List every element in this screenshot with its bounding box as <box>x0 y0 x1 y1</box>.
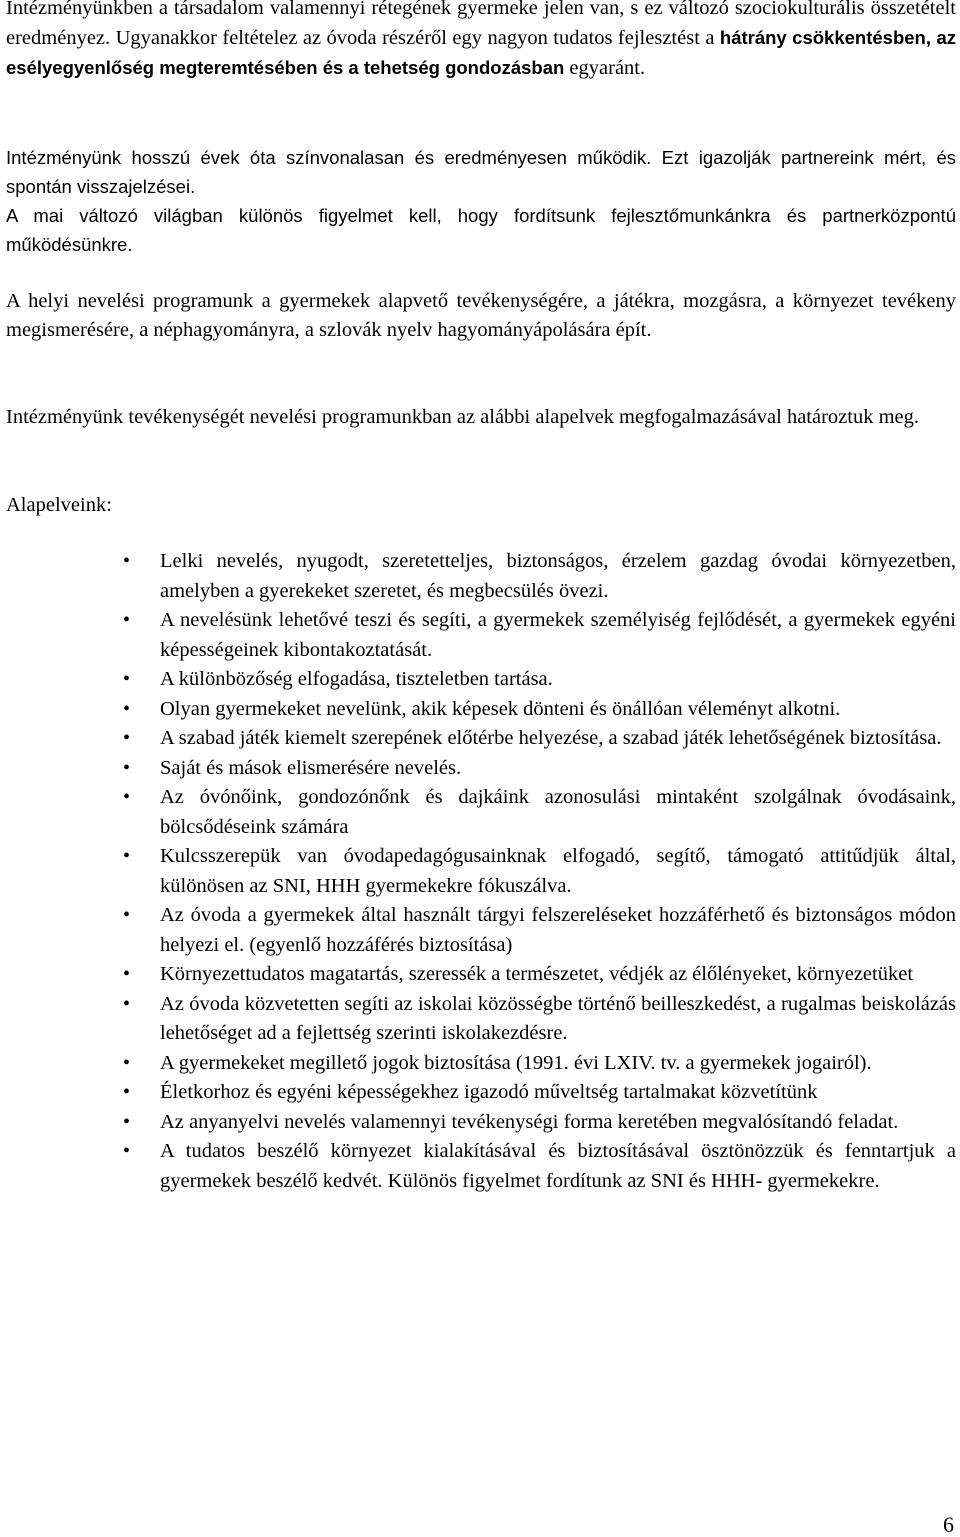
list-item: • Olyan gyermekeket nevelünk, akik képesek dönteni és önállóan véleményt alkotni. <box>6 695 956 725</box>
list-item: • A nevelésünk lehetővé teszi és segíti, a gyermekek személyiség fejlődését, a gyermekek egyéni képességeinek kibontakoztatását. <box>6 606 956 665</box>
partner-focus-paragraph: A mai változó világban különös figyelmet kell, hogy fordítsunk fejlesztőmunkánkra és partnerközpontú működésünkre. <box>6 205 956 255</box>
page-number: 6 <box>943 1512 954 1537</box>
list-item: • Kulcsszerepük van óvodapedagógusainknak elfogadó, segítő, támogató attitűdjük által, különösen az SNI, HHH gyermekekre fókuszálva. <box>6 842 956 901</box>
list-item: • Környezettudatos magatartás, szeressék a természetet, védjék az élőlényeket, környezetüket <box>6 960 956 990</box>
list-item: • A gyermekeket megillető jogok biztosítása (1991. évi LXIV. tv. a gyermekek jogairól). <box>6 1049 956 1079</box>
program-paragraph: A helyi nevelési programunk a gyermekek alapvető tevékenységére, a játékra, mozgásra, a környezet tevékeny megismerésére, a néphagyományra, a szlovák nyelv hagyományápolására épít. <box>6 290 956 341</box>
intro-text-1: Intézményünkben a társadalom valamennyi rétegének gyermeke jelen van, s ez változó szociokulturális összetételt eredményez. Ugyanakkor feltételez az óvoda részéről egy nagyon tudatos fejlesztést a <box>6 0 956 49</box>
quality-paragraph: Intézményünk hosszú évek óta színvonalasan és eredményesen működik. Ezt igazolják partnereink mért, és spontán visszajelzései. <box>6 147 956 197</box>
intro-bold-text: hátrány csökkentésben, az esélyegyenlőség megteremtésében és a tehetség gondozásban <box>6 27 956 78</box>
intro-text-2: egyaránt. <box>564 57 646 79</box>
list-item: • A szabad játék kiemelt szerepének előtérbe helyezése, a szabad játék lehetőségének biztosítása. <box>6 724 956 754</box>
definition-paragraph: Intézményünk tevékenységét nevelési programunkban az alábbi alapelvek megfogalmazásával határoztuk meg. <box>6 406 920 428</box>
list-item: • Az óvónőink, gondozónőnk és dajkáink azonosulási mintaként szolgálnak óvodásaink, bölcsődéseink számára <box>6 783 956 842</box>
principles-heading: Alapelveink: <box>6 494 112 516</box>
list-item: • Az óvoda közvetetten segíti az iskolai közösségbe történő beilleszkedést, a rugalmas beiskolázás lehetőséget ad a fejlettség szerinti iskolakezdésre. <box>6 990 956 1049</box>
list-item: • A különbözőség elfogadása, tiszteletben tartása. <box>6 665 956 695</box>
list-item: • Lelki nevelés, nyugodt, szeretetteljes, biztonságos, érzelem gazdag óvodai környezetben, amelyben a gyerekeket szeretet, és megbecsülés övezi. <box>6 547 956 606</box>
list-item: • Saját és mások elismerésére nevelés. <box>6 754 956 784</box>
list-item: • Az anyanyelvi nevelés valamennyi tevékenységi forma keretében megvalósítandó feladat. <box>6 1108 956 1138</box>
list-item: • Életkorhoz és egyéni képességekhez igazodó műveltség tartalmakat közvetítünk <box>6 1078 956 1108</box>
list-item: • Az óvoda a gyermekek által használt tárgyi felszereléseket hozzáférhető és biztonságos módon helyezi el. (egyenlő hozzáférés biztosítása) <box>6 901 956 960</box>
list-item: • A tudatos beszélő környezet kialakításával és biztosításával ösztönözzük és fenntartjuk a gyermekek beszélő kedvét. Különös figyelmet fordítunk az SNI és HHH- gyermekekre. <box>6 1137 956 1196</box>
intro-paragraph <box>6 0 956 83</box>
principles-list <box>6 547 956 1196</box>
